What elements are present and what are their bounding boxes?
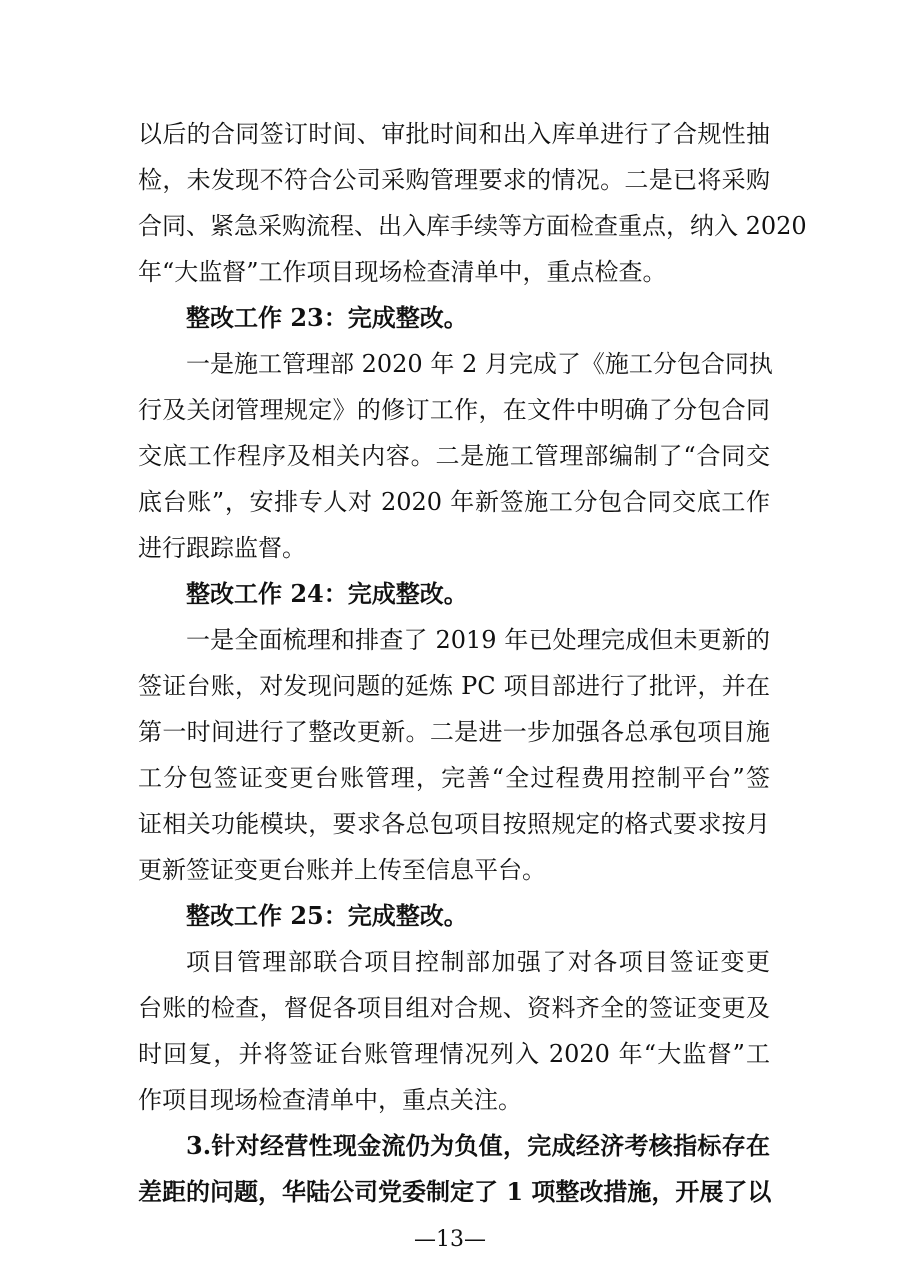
body-line: 合同、紧急采购流程、出入库手续等方面检查重点，纳入 2020 [138, 212, 807, 240]
body-line: 一是全面梳理和排查了 2019 年已处理完成但未更新的 [186, 626, 770, 654]
body-line: 工分包签证变更台账管理，完善“全过程费用控制平台”签 [138, 764, 770, 792]
body-line: 进行跟踪监督。 [138, 534, 306, 562]
body-line: 签证台账，对发现问题的延炼 PC 项目部进行了批评，并在 [138, 672, 770, 700]
section-heading: 整改工作 24：完成整改。 [186, 579, 468, 608]
body-line: 更新签证变更台账并上传至信息平台。 [138, 856, 546, 884]
body-line: 一是施工管理部 2020 年 2 月完成了《施工分包合同执 [186, 350, 773, 378]
section-heading-bold: 3.针对经营性现金流仍为负值，完成经济考核指标存在 [186, 1131, 770, 1160]
page-number: —13— [414, 1227, 486, 1252]
body-line: 项目管理部联合项目控制部加强了对各项目签证变更 [186, 948, 770, 976]
body-line: 行及关闭管理规定》的修订工作，在文件中明确了分包合同 [138, 396, 770, 424]
body-line: 时回复，并将签证台账管理情况列入 2020 年“大监督”工 [138, 1040, 770, 1068]
section-heading-bold: 差距的问题，华陆公司党委制定了 1 项整改措施，开展了以 [138, 1177, 772, 1206]
body-line: 证相关功能模块，要求各总包项目按照规定的格式要求按月 [138, 810, 770, 838]
body-line: 台账的检查，督促各项目组对合规、资料齐全的签证变更及 [138, 994, 770, 1022]
section-heading: 整改工作 25：完成整改。 [186, 901, 468, 930]
body-line: 底台账”，安排专人对 2020 年新签施工分包合同交底工作 [138, 488, 770, 516]
body-line: 交底工作程序及相关内容。二是施工管理部编制了“合同交 [138, 442, 770, 470]
body-line: 第一时间进行了整改更新。二是进一步加强各总承包项目施 [138, 718, 770, 746]
section-heading: 整改工作 23：完成整改。 [186, 303, 468, 332]
body-line: 检，未发现不符合公司采购管理要求的情况。二是已将采购 [138, 166, 770, 194]
body-line: 年“大监督”工作项目现场检查清单中，重点检查。 [138, 258, 667, 286]
body-line: 作项目现场检查清单中，重点关注。 [138, 1086, 522, 1114]
body-line: 以后的合同签订时间、审批时间和出入库单进行了合规性抽 [138, 120, 770, 148]
